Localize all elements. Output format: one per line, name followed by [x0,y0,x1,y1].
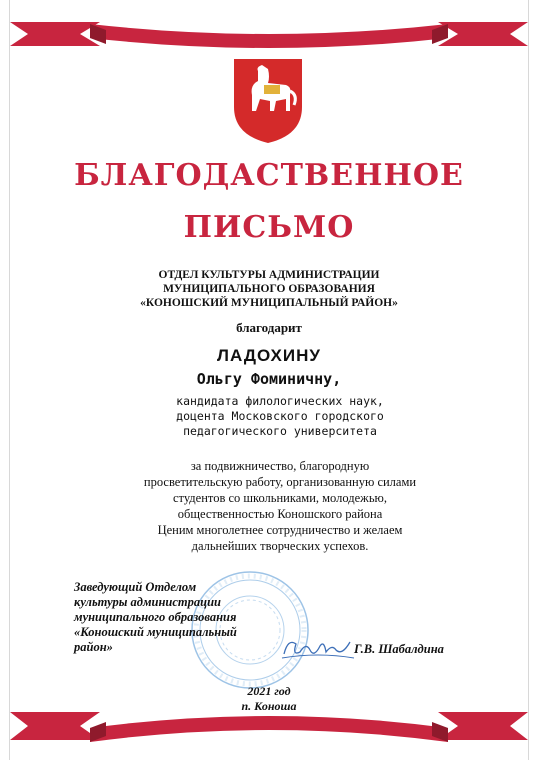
recipient-surname: ЛАДОХИНУ [217,346,321,365]
coat-of-arms-icon [228,55,308,145]
position-line: Заведующий Отделом [74,580,197,594]
signatory-position [74,580,294,655]
handwritten-signature [278,632,358,664]
organization-line: МУНИЦИПАЛЬНОГО ОБРАЗОВАНИЯ [163,283,375,295]
organization-line: ОТДЕЛ КУЛЬТУРЫ АДМИНИСТРАЦИИ [158,269,380,281]
gratitude-text [100,458,460,554]
body-line: студентов со школьниками, молодежью, [173,491,387,505]
certificate-title-line2: ПИСЬМО [183,210,355,245]
body-line: дальнейших творческих успехов. [191,539,369,553]
degree-line: педагогического университета [183,424,377,438]
top-ribbon-decoration [10,14,528,54]
recipient-name: Ольгу Фоминичну, [196,370,342,388]
body-line: Ценим многолетнее сотрудничество и желаем [157,523,403,537]
body-line: за подвижничество, благородную [190,459,370,473]
degree-line: кандидата филологических наук, [176,394,384,408]
organization-line: «КОНОШСКИЙ МУНИЦИПАЛЬНЫЙ РАЙОН» [140,297,398,309]
certificate-title-line1: БЛАГОДАСТВЕННОЕ [74,158,464,193]
position-line: муниципального образования [74,610,237,624]
place-text: п. Коноша [241,699,297,713]
body-line: общественностью Коношского района [177,507,383,521]
bottom-ribbon-decoration [10,700,528,748]
recipient-degree [90,394,470,439]
organization-name [10,268,528,310]
degree-line: доцента Московского городского [176,409,384,423]
certificate-page [10,0,528,760]
position-line: культуры администрации [74,595,222,609]
signer-name: Г.В. Шабалдина [354,642,444,656]
body-line: просветительскую работу, организованную силами [143,475,417,489]
position-line: «Коношский муниципальный [74,625,237,639]
position-line: район» [74,640,113,654]
year-text: 2021 год [247,684,291,698]
thanks-verb: благодарит [236,320,302,335]
